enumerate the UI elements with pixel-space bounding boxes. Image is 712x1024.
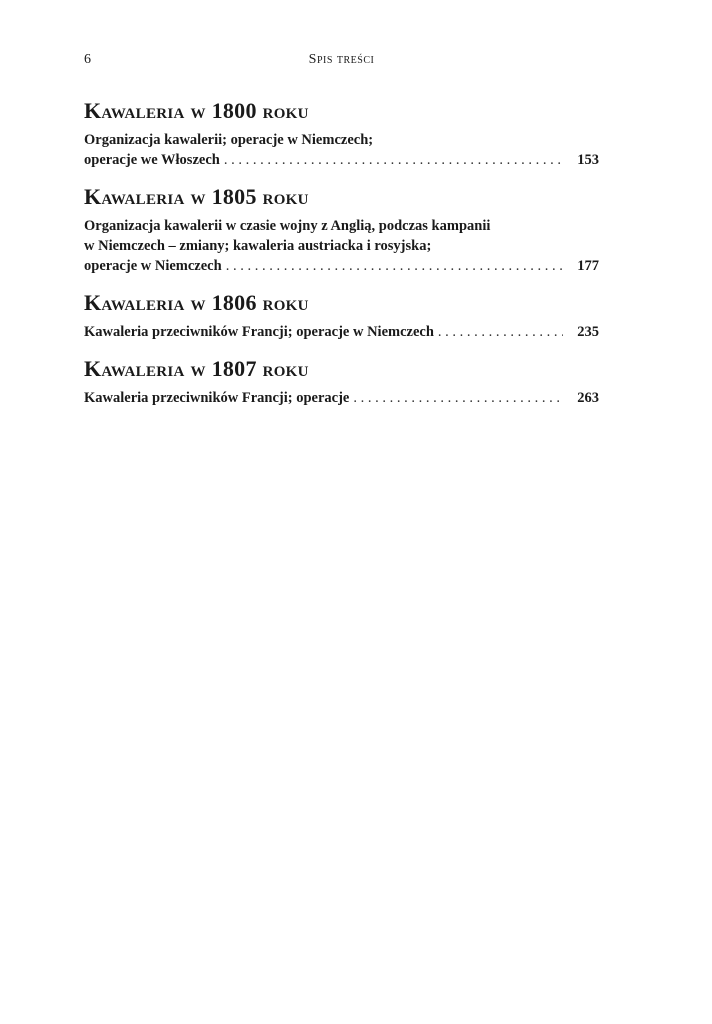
entry-last-line: [84, 322, 599, 342]
entry-text: Kawaleria przeciwników Francji; operacje w Niemczech: [84, 324, 434, 340]
entry-last-line: [84, 150, 599, 170]
toc-section: [84, 98, 599, 170]
toc-entry[interactable]: [84, 130, 599, 170]
dot-leader: [226, 256, 563, 276]
entry-text: Kawaleria przeciwników Francji; operacje: [84, 390, 350, 406]
running-title: Spis treści: [308, 52, 375, 67]
section-heading: Kawaleria w 1807 roku: [84, 356, 309, 381]
page-reference: 177: [577, 258, 599, 274]
page-number: 6: [84, 52, 91, 67]
page-header: [84, 52, 599, 72]
entry-text: operacje we Włoszech: [84, 152, 220, 168]
section-heading: Kawaleria w 1800 roku: [84, 98, 309, 123]
toc-entry[interactable]: [84, 216, 599, 276]
section-heading: Kawaleria w 1805 roku: [84, 184, 309, 209]
toc-section: [84, 356, 599, 408]
toc-section: [84, 184, 599, 276]
section-heading: Kawaleria w 1806 roku: [84, 290, 309, 315]
dot-leader: [353, 388, 563, 408]
entry-text: operacje w Niemczech: [84, 258, 222, 274]
entry-last-line: [84, 388, 599, 408]
table-of-contents: [84, 98, 599, 422]
page-reference: 153: [577, 152, 599, 168]
dot-leader: [438, 322, 563, 342]
entry-line: Organizacja kawalerii; operacje w Niemczech;: [84, 132, 374, 148]
entry-last-line: [84, 256, 599, 276]
page-reference: 235: [577, 324, 599, 340]
entry-line: Organizacja kawalerii w czasie wojny z Anglią, podczas kampanii: [84, 218, 491, 234]
toc-section: [84, 290, 599, 342]
dot-leader: [224, 150, 563, 170]
toc-entry[interactable]: [84, 388, 599, 408]
toc-entry[interactable]: [84, 322, 599, 342]
entry-line: w Niemczech – zmiany; kawaleria austriacka i rosyjska;: [84, 238, 432, 254]
page-reference: 263: [577, 390, 599, 406]
